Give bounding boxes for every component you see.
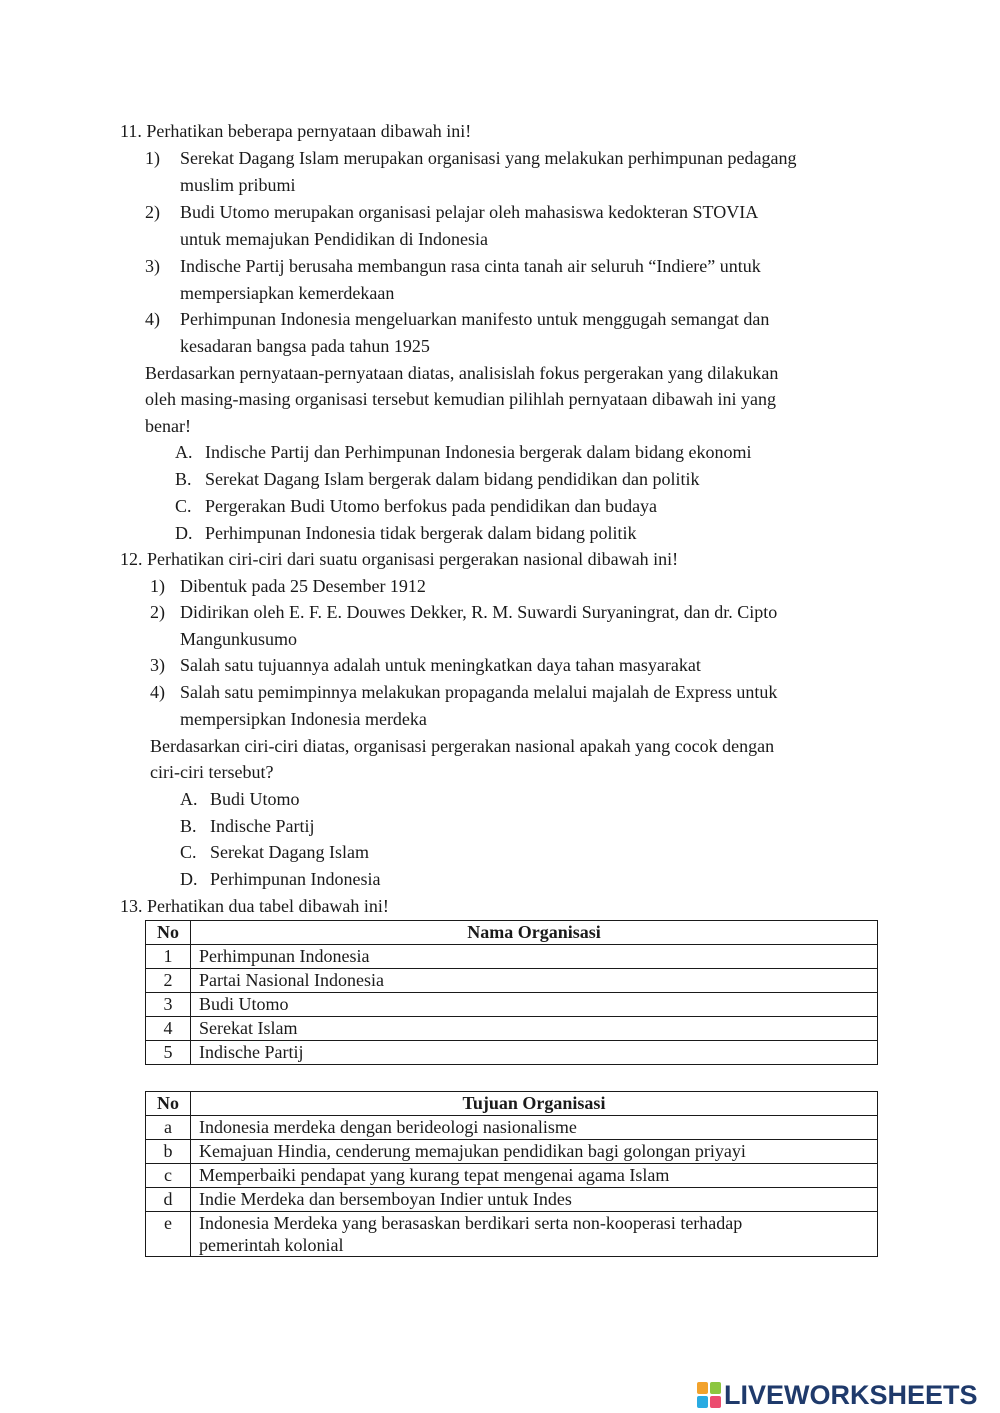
- table-header-row: [146, 1092, 878, 1116]
- logo-square-icon: [697, 1396, 708, 1408]
- q11-item-4-number: 4): [145, 309, 160, 329]
- q11-option-c-letter: C.: [175, 496, 192, 516]
- table-cell-name: Serekat Islam: [191, 1017, 878, 1041]
- q11-number: 11.: [120, 121, 142, 141]
- table-cell-no: d: [146, 1188, 191, 1212]
- table-header-goal: Tujuan Organisasi: [191, 1092, 878, 1116]
- q12-item-2-number: 2): [150, 602, 165, 622]
- q11-option-a-letter: A.: [175, 442, 193, 462]
- logo-square-icon: [710, 1396, 721, 1408]
- table-row: [146, 1140, 878, 1164]
- table-cell-name: Budi Utomo: [191, 993, 878, 1017]
- table-cell-name: Indische Partij: [191, 1041, 878, 1065]
- table-cell-goal-line2: pemerintah kolonial: [199, 1235, 344, 1255]
- q12-heading: [120, 546, 678, 572]
- table-cell-goal: Memperbaiki pendapat yang kurang tepat mengenai agama Islam: [191, 1164, 878, 1188]
- q12-item-2-line2: Mangunkusumo: [180, 629, 297, 649]
- table-row: [146, 1164, 878, 1188]
- q11-prompt-line3: benar!: [145, 416, 191, 436]
- table-cell-no: e: [146, 1212, 191, 1257]
- table-cell-goal: [191, 1212, 878, 1257]
- q12-option-a-letter: A.: [180, 789, 198, 809]
- q13-title: Perhatikan dua tabel dibawah ini!: [147, 896, 389, 916]
- q11-option-d-text: Perhimpunan Indonesia tidak bergerak dalam bidang politik: [205, 523, 637, 543]
- table-row: [146, 1116, 878, 1140]
- q11-option-d-letter: D.: [175, 523, 193, 543]
- q12-option-a-text: Budi Utomo: [210, 789, 300, 809]
- liveworksheets-logo: [697, 1378, 997, 1412]
- q12-item-2-line1: Didirikan oleh E. F. E. Douwes Dekker, R. M. Suwardi Suryaningrat, dan dr. Cipto: [180, 602, 778, 622]
- table-header-no: No: [146, 921, 191, 945]
- q11-item-2-line1: Budi Utomo merupakan organisasi pelajar oleh mahasiswa kedokteran STOVIA: [180, 202, 759, 222]
- q11-heading: [120, 118, 471, 144]
- logo-square-icon: [697, 1382, 708, 1394]
- q11-item-3-number: 3): [145, 256, 160, 276]
- table-cell-goal: Indonesia merdeka dengan berideologi nasionalisme: [191, 1116, 878, 1140]
- q12-option-c-letter: C.: [180, 842, 197, 862]
- q12-item-4-line1: Salah satu pemimpinnya melakukan propaganda melalui majalah de Express untuk: [180, 682, 778, 702]
- q11-option-c-text: Pergerakan Budi Utomo berfokus pada pendidikan dan budaya: [205, 496, 658, 516]
- liveworksheets-logo-icon: [697, 1382, 721, 1408]
- q11-option-a-text: Indische Partij dan Perhimpunan Indonesia bergerak dalam bidang ekonomi: [205, 442, 752, 462]
- table-row: [146, 969, 878, 993]
- q13-heading: [120, 893, 389, 919]
- q11-item-1-line2: muslim pribumi: [180, 175, 296, 195]
- q12-item-4-number: 4): [150, 682, 165, 702]
- q12-option-d-text: Perhimpunan Indonesia: [210, 869, 381, 889]
- q13-number: 13.: [120, 896, 143, 916]
- logo-square-icon: [710, 1382, 721, 1394]
- organization-goal-table: [145, 1091, 878, 1257]
- table-row: [146, 993, 878, 1017]
- table-cell-no: b: [146, 1140, 191, 1164]
- q12-item-3-number: 3): [150, 655, 165, 675]
- table-header-name: Nama Organisasi: [191, 921, 878, 945]
- table-cell-name: Perhimpunan Indonesia: [191, 945, 878, 969]
- q11-item-2-number: 2): [145, 202, 160, 222]
- table-cell-no: 4: [146, 1017, 191, 1041]
- q11-item-1-line1: Serekat Dagang Islam merupakan organisasi yang melakukan perhimpunan pedagang: [180, 148, 797, 168]
- q11-item-2-line2: untuk memajukan Pendidikan di Indonesia: [180, 229, 488, 249]
- table-cell-no: 3: [146, 993, 191, 1017]
- table-cell-no: 1: [146, 945, 191, 969]
- q11-item-3-line1: Indische Partij berusaha membangun rasa cinta tanah air seluruh “Indiere” untuk: [180, 256, 761, 276]
- q12-title: Perhatikan ciri-ciri dari suatu organisasi pergerakan nasional dibawah ini!: [147, 549, 679, 569]
- table-cell-no: c: [146, 1164, 191, 1188]
- q11-item-1-number: 1): [145, 148, 160, 168]
- q12-prompt-line2: ciri-ciri tersebut?: [150, 762, 274, 782]
- table-row: [146, 1188, 878, 1212]
- table-header-no: No: [146, 1092, 191, 1116]
- q11-prompt-line1: Berdasarkan pernyataan-pernyataan diatas, analisislah fokus pergerakan yang dilakukan: [145, 363, 779, 383]
- q12-option-b-text: Indische Partij: [210, 816, 315, 836]
- q11-option-b-letter: B.: [175, 469, 192, 489]
- liveworksheets-logo-text: LIVEWORKSHEETS: [724, 1379, 978, 1410]
- table-cell-name: Partai Nasional Indonesia: [191, 969, 878, 993]
- q12-prompt-line1: Berdasarkan ciri-ciri diatas, organisasi pergerakan nasional apakah yang cocok dengan: [150, 736, 775, 756]
- q11-item-4-line2: kesadaran bangsa pada tahun 1925: [180, 336, 430, 356]
- q12-item-1-line1: Dibentuk pada 25 Desember 1912: [180, 576, 426, 596]
- table-cell-no: 5: [146, 1041, 191, 1065]
- q11-prompt-line2: oleh masing-masing organisasi tersebut kemudian pilihlah pernyataan dibawah ini yang: [145, 389, 777, 409]
- q12-item-4-line2: mempersipkan Indonesia merdeka: [180, 709, 427, 729]
- q12-option-b-letter: B.: [180, 816, 197, 836]
- organization-name-table: [145, 920, 878, 1065]
- q11-item-4-line1: Perhimpunan Indonesia mengeluarkan manifesto untuk menggugah semangat dan: [180, 309, 770, 329]
- table-row: [146, 1212, 878, 1257]
- q12-option-d-letter: D.: [180, 869, 198, 889]
- table-cell-goal: Kemajuan Hindia, cenderung memajukan pendidikan bagi golongan priyayi: [191, 1140, 878, 1164]
- table-header-row: [146, 921, 878, 945]
- table-cell-no: a: [146, 1116, 191, 1140]
- q12-number: 12.: [120, 549, 143, 569]
- q12-item-3-line1: Salah satu tujuannya adalah untuk meningkatkan daya tahan masyarakat: [180, 655, 701, 675]
- q11-option-b-text: Serekat Dagang Islam bergerak dalam bidang pendidikan dan politik: [205, 469, 700, 489]
- table-row: [146, 1041, 878, 1065]
- q11-title: Perhatikan beberapa pernyataan dibawah ini!: [146, 121, 472, 141]
- table-row: [146, 945, 878, 969]
- q11-item-3-line2: mempersiapkan kemerdekaan: [180, 283, 395, 303]
- table-cell-goal-line1: Indonesia Merdeka yang berasaskan berdikari serta non-kooperasi terhadap: [199, 1213, 743, 1233]
- table-row: [146, 1017, 878, 1041]
- table-cell-goal: Indie Merdeka dan bersemboyan Indier untuk Indes: [191, 1188, 878, 1212]
- table-cell-no: 2: [146, 969, 191, 993]
- q12-option-c-text: Serekat Dagang Islam: [210, 842, 369, 862]
- q12-item-1-number: 1): [150, 576, 165, 596]
